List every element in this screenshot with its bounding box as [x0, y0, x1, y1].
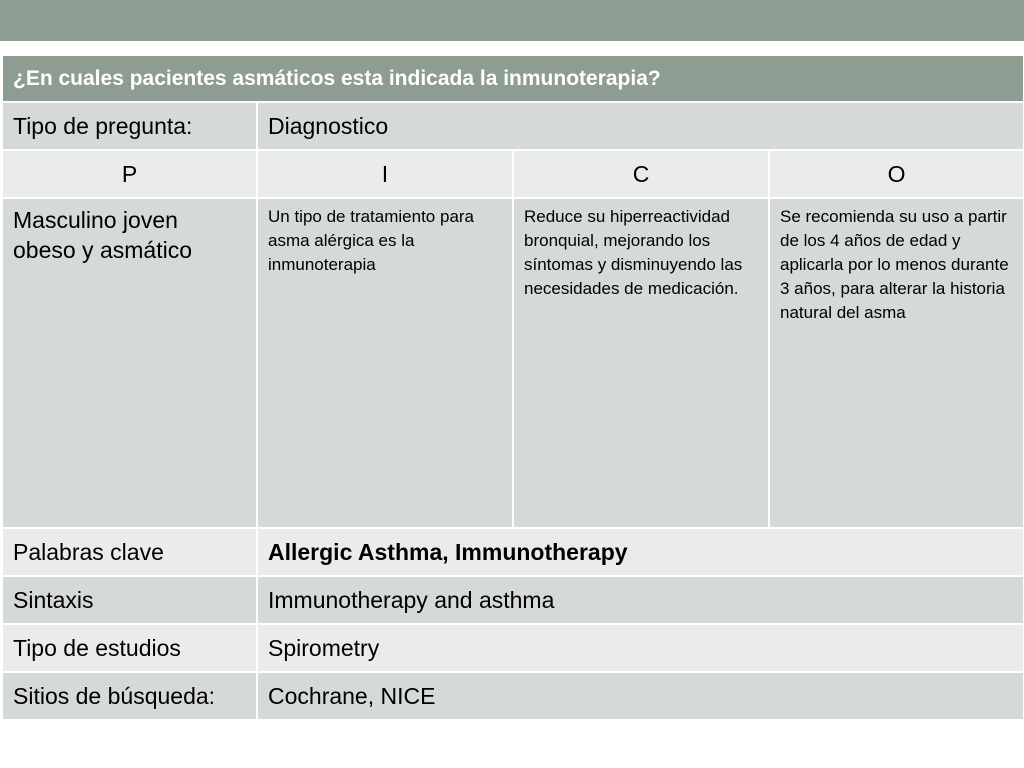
pico-table: [1, 54, 1024, 721]
keywords-row: [2, 528, 1024, 576]
question-title: ¿En cuales pacientes asmáticos esta indicada la inmunoterapia?: [2, 55, 1024, 102]
question-type-value: Diagnostico: [257, 102, 1024, 150]
pico-header-row: [2, 150, 1024, 198]
pico-header-o: O: [769, 150, 1024, 198]
search-sites-label: Sitios de búsqueda:: [2, 672, 257, 720]
syntax-value: Immunotherapy and asthma: [257, 576, 1024, 624]
question-type-label: Tipo de pregunta:: [2, 102, 257, 150]
pico-values-row: [2, 198, 1024, 528]
keywords-value: Allergic Asthma, Immunotherapy: [257, 528, 1024, 576]
search-sites-row: [2, 672, 1024, 720]
search-sites-value: Cochrane, NICE: [257, 672, 1024, 720]
pico-value-c: Reduce su hiperreactividad bronquial, mejorando los síntomas y disminuyendo las necesidades de medicación.: [513, 198, 769, 528]
syntax-label: Sintaxis: [2, 576, 257, 624]
study-type-label: Tipo de estudios: [2, 624, 257, 672]
pico-header-c: C: [513, 150, 769, 198]
pico-header-i: I: [257, 150, 513, 198]
pico-value-i: Un tipo de tratamiento para asma alérgica es la inmunoterapia: [257, 198, 513, 528]
study-type-value: Spirometry: [257, 624, 1024, 672]
top-banner: [0, 0, 1024, 41]
question-row: [2, 55, 1024, 102]
keywords-label: Palabras clave: [2, 528, 257, 576]
syntax-row: [2, 576, 1024, 624]
pico-value-o: Se recomienda su uso a partir de los 4 años de edad y aplicarla por lo menos durante 3 años, para alterar la historia natural del asma: [769, 198, 1024, 528]
pico-header-p: P: [2, 150, 257, 198]
pico-value-p: Masculino joven obeso y asmático: [2, 198, 257, 528]
study-type-row: [2, 624, 1024, 672]
question-type-row: [2, 102, 1024, 150]
